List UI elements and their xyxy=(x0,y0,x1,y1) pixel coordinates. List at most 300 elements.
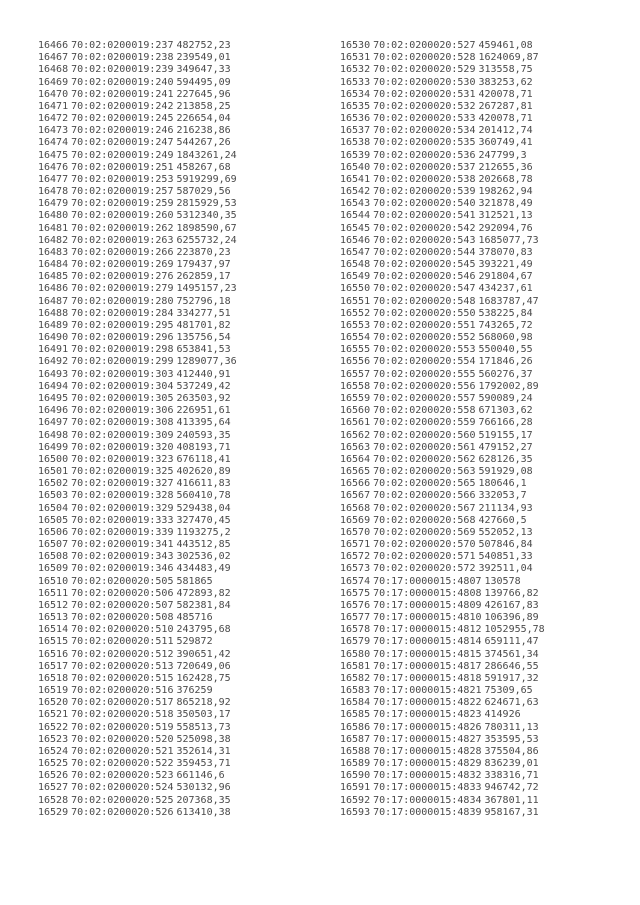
table-row xyxy=(340,795,545,807)
cadastral-number: 70:02:0200019:304 xyxy=(71,380,174,392)
cadastral-number: 70:02:0200019:241 xyxy=(71,88,174,100)
cadastral-value: 946742,72 xyxy=(484,782,539,794)
table-row xyxy=(38,430,237,442)
row-number: 16557 xyxy=(340,368,371,380)
cadastral-number: 70:02:0200019:296 xyxy=(71,332,174,344)
cadastral-value: 171846,26 xyxy=(478,356,533,368)
cadastral-number: 70:02:0200020:537 xyxy=(373,161,476,173)
cadastral-value: 262859,17 xyxy=(176,271,231,283)
cadastral-value: 286646,55 xyxy=(484,660,539,672)
row-number: 16545 xyxy=(340,222,371,234)
cadastral-number: 70:02:0200020:561 xyxy=(373,441,476,453)
cadastral-number: 70:02:0200019:346 xyxy=(71,563,174,575)
cadastral-number: 70:02:0200019:247 xyxy=(71,137,174,149)
cadastral-number: 70:02:0200020:516 xyxy=(71,685,174,697)
table-row xyxy=(340,296,545,308)
table-row xyxy=(38,186,237,198)
cadastral-number: 70:02:0200019:303 xyxy=(71,368,174,380)
table-row xyxy=(38,247,237,259)
cadastral-value: 1792002,89 xyxy=(478,380,539,392)
row-number: 16565 xyxy=(340,466,371,478)
table-row xyxy=(38,235,237,247)
row-number: 16534 xyxy=(340,88,371,100)
cadastral-value: 1052955,78 xyxy=(484,624,545,636)
cadastral-number: 70:02:0200020:536 xyxy=(373,149,476,161)
cadastral-value: 560276,37 xyxy=(478,368,533,380)
row-number: 16568 xyxy=(340,502,371,514)
cadastral-value: 459461,08 xyxy=(478,40,533,51)
row-number: 16484 xyxy=(38,259,69,271)
row-number: 16513 xyxy=(38,612,69,624)
cadastral-number: 70:02:0200020:510 xyxy=(71,624,174,636)
row-number: 16552 xyxy=(340,307,371,319)
table-row xyxy=(340,709,545,721)
row-number: 16473 xyxy=(38,125,69,137)
cadastral-number: 70:17:0000015:4826 xyxy=(373,721,482,733)
cadastral-value: 180646,1 xyxy=(478,478,527,490)
cadastral-number: 70:02:0200019:280 xyxy=(71,295,174,307)
row-number: 16555 xyxy=(340,344,371,356)
cadastral-value: 443512,85 xyxy=(176,539,231,551)
row-number: 16528 xyxy=(38,794,69,806)
table-row xyxy=(38,600,237,612)
cadastral-number: 70:02:0200019:323 xyxy=(71,453,174,465)
table-row xyxy=(38,125,237,137)
cadastral-number: 70:02:0200020:556 xyxy=(373,380,476,392)
cadastral-value: 720649,06 xyxy=(176,660,231,672)
cadastral-value: 434483,49 xyxy=(176,563,231,575)
row-number: 16585 xyxy=(340,709,371,721)
cadastral-value: 353595,53 xyxy=(484,733,539,745)
cadastral-value: 207368,35 xyxy=(176,794,231,806)
table-row xyxy=(38,332,237,344)
row-number: 16490 xyxy=(38,332,69,344)
table-row xyxy=(340,271,545,283)
row-number: 16510 xyxy=(38,575,69,587)
row-number: 16587 xyxy=(340,733,371,745)
row-number: 16569 xyxy=(340,514,371,526)
table-row xyxy=(340,381,545,393)
table-row xyxy=(38,527,237,539)
cadastral-value: 313558,75 xyxy=(478,64,533,76)
cadastral-value: 367801,11 xyxy=(484,794,539,806)
table-row xyxy=(38,198,237,210)
row-number: 16532 xyxy=(340,64,371,76)
row-number: 16564 xyxy=(340,453,371,465)
cadastral-value: 1685077,73 xyxy=(478,234,539,246)
cadastral-number: 70:02:0200020:505 xyxy=(71,575,174,587)
cadastral-value: 743265,72 xyxy=(478,319,533,331)
cadastral-number: 70:02:0200019:298 xyxy=(71,344,174,356)
cadastral-number: 70:02:0200019:242 xyxy=(71,100,174,112)
cadastral-value: 212655,36 xyxy=(478,161,533,173)
cadastral-value: 5919299,69 xyxy=(176,173,237,185)
row-number: 16561 xyxy=(340,417,371,429)
row-number: 16478 xyxy=(38,186,69,198)
table-row xyxy=(38,770,237,782)
table-row xyxy=(340,430,545,442)
row-number: 16503 xyxy=(38,490,69,502)
table-row xyxy=(340,247,545,259)
cadastral-number: 70:17:0000015:4810 xyxy=(373,612,482,624)
cadastral-value: 201412,74 xyxy=(478,125,533,137)
table-row xyxy=(38,722,237,734)
cadastral-value: 106396,89 xyxy=(484,612,539,624)
table-row xyxy=(38,77,237,89)
cadastral-value: 1683787,47 xyxy=(478,295,539,307)
cadastral-number: 70:02:0200020:572 xyxy=(373,563,476,575)
cadastral-number: 70:02:0200019:249 xyxy=(71,149,174,161)
row-number: 16589 xyxy=(340,758,371,770)
cadastral-number: 70:02:0200020:562 xyxy=(373,453,476,465)
row-number: 16576 xyxy=(340,599,371,611)
table-row xyxy=(340,77,545,89)
table-row xyxy=(340,782,545,794)
cadastral-value: 375504,86 xyxy=(484,745,539,757)
cadastral-value: 529872 xyxy=(176,636,213,648)
table-row xyxy=(38,490,237,502)
cadastral-value: 1898590,67 xyxy=(176,222,237,234)
row-number: 16505 xyxy=(38,514,69,526)
row-number: 16481 xyxy=(38,222,69,234)
cadastral-number: 70:17:0000015:4827 xyxy=(373,733,482,745)
table-row xyxy=(340,332,545,344)
table-row xyxy=(340,758,545,770)
cadastral-number: 70:02:0200020:523 xyxy=(71,770,174,782)
cadastral-value: 359453,71 xyxy=(176,758,231,770)
table-row xyxy=(38,296,237,308)
table-row xyxy=(340,673,545,685)
row-number: 16584 xyxy=(340,697,371,709)
cadastral-number: 70:02:0200020:528 xyxy=(373,52,476,64)
cadastral-value: 836239,01 xyxy=(484,758,539,770)
row-number: 16537 xyxy=(340,125,371,137)
cadastral-value: 312521,13 xyxy=(478,210,533,222)
cadastral-number: 70:17:0000015:4809 xyxy=(373,599,482,611)
cadastral-number: 70:02:0200020:506 xyxy=(71,587,174,599)
table-row xyxy=(340,685,545,697)
cadastral-number: 70:02:0200020:531 xyxy=(373,88,476,100)
cadastral-value: 427660,5 xyxy=(478,514,527,526)
table-row xyxy=(38,259,237,271)
row-number: 16572 xyxy=(340,551,371,563)
row-number: 16501 xyxy=(38,466,69,478)
table-row xyxy=(38,551,237,563)
row-number: 16563 xyxy=(340,441,371,453)
cadastral-value: 537249,42 xyxy=(176,380,231,392)
table-row xyxy=(340,259,545,271)
row-number: 16487 xyxy=(38,295,69,307)
table-row xyxy=(340,734,545,746)
table-row xyxy=(340,454,545,466)
table-row xyxy=(340,576,545,588)
cadastral-value: 408193,71 xyxy=(176,441,231,453)
cadastral-value: 591929,08 xyxy=(478,466,533,478)
table-row xyxy=(38,709,237,721)
row-number: 16527 xyxy=(38,782,69,794)
cadastral-value: 416611,83 xyxy=(176,478,231,490)
row-number: 16511 xyxy=(38,587,69,599)
cadastral-value: 1193275,2 xyxy=(176,526,231,538)
cadastral-value: 628126,35 xyxy=(478,453,533,465)
cadastral-number: 70:02:0200020:546 xyxy=(373,271,476,283)
table-row xyxy=(340,52,545,64)
cadastral-number: 70:02:0200020:522 xyxy=(71,758,174,770)
table-row xyxy=(38,210,237,222)
cadastral-number: 70:02:0200019:269 xyxy=(71,259,174,271)
cadastral-value: 581865 xyxy=(176,575,213,587)
cadastral-number: 70:17:0000015:4817 xyxy=(373,660,482,672)
table-row xyxy=(38,381,237,393)
row-number: 16508 xyxy=(38,551,69,563)
table-row xyxy=(38,89,237,101)
table-row xyxy=(340,490,545,502)
table-row xyxy=(340,320,545,332)
row-number: 16520 xyxy=(38,697,69,709)
table-row xyxy=(340,503,545,515)
table-row xyxy=(38,356,237,368)
row-number: 16538 xyxy=(340,137,371,149)
table-row xyxy=(340,661,545,673)
cadastral-value: 766166,28 xyxy=(478,417,533,429)
cadastral-number: 70:17:0000015:4828 xyxy=(373,745,482,757)
cadastral-number: 70:02:0200020:507 xyxy=(71,599,174,611)
cadastral-number: 70:02:0200019:238 xyxy=(71,52,174,64)
row-number: 16521 xyxy=(38,709,69,721)
cadastral-value: 243795,68 xyxy=(176,624,231,636)
cadastral-number: 70:02:0200019:253 xyxy=(71,173,174,185)
row-number: 16553 xyxy=(340,319,371,331)
table-row xyxy=(340,174,545,186)
row-number: 16502 xyxy=(38,478,69,490)
table-row xyxy=(38,113,237,125)
cadastral-number: 70:02:0200020:571 xyxy=(373,551,476,563)
table-row xyxy=(340,223,545,235)
cadastral-number: 70:02:0200019:245 xyxy=(71,113,174,125)
table-row xyxy=(340,539,545,551)
table-row xyxy=(38,64,237,76)
cadastral-value: 525098,38 xyxy=(176,733,231,745)
cadastral-value: 1843261,24 xyxy=(176,149,237,161)
table-row xyxy=(340,137,545,149)
row-number: 16516 xyxy=(38,648,69,660)
row-number: 16542 xyxy=(340,186,371,198)
cadastral-value: 292094,76 xyxy=(478,222,533,234)
cadastral-value: 378070,83 xyxy=(478,246,533,258)
cadastral-value: 374561,34 xyxy=(484,648,539,660)
cadastral-value: 653841,53 xyxy=(176,344,231,356)
cadastral-value: 426167,83 xyxy=(484,599,539,611)
cadastral-value: 402620,89 xyxy=(176,466,231,478)
row-number: 16492 xyxy=(38,356,69,368)
row-number: 16574 xyxy=(340,575,371,587)
table-row xyxy=(38,466,237,478)
row-number: 16518 xyxy=(38,672,69,684)
row-number: 16559 xyxy=(340,392,371,404)
row-number: 16482 xyxy=(38,234,69,246)
cadastral-value: 240593,35 xyxy=(176,429,231,441)
table-row xyxy=(340,563,545,575)
cadastral-value: 327470,45 xyxy=(176,514,231,526)
cadastral-number: 70:17:0000015:4808 xyxy=(373,587,482,599)
cadastral-number: 70:02:0200020:555 xyxy=(373,368,476,380)
cadastral-number: 70:17:0000015:4839 xyxy=(373,806,482,818)
cadastral-number: 70:02:0200020:558 xyxy=(373,405,476,417)
cadastral-number: 70:02:0200020:517 xyxy=(71,697,174,709)
row-number: 16570 xyxy=(340,526,371,538)
cadastral-number: 70:02:0200020:511 xyxy=(71,636,174,648)
cadastral-number: 70:17:0000015:4818 xyxy=(373,672,482,684)
table-row xyxy=(340,478,545,490)
table-row xyxy=(38,612,237,624)
row-number: 16529 xyxy=(38,806,69,818)
table-row xyxy=(38,393,237,405)
cadastral-value: 263503,92 xyxy=(176,392,231,404)
table-row xyxy=(340,588,545,600)
table-row xyxy=(340,807,545,819)
table-row xyxy=(340,466,545,478)
table-row xyxy=(38,478,237,490)
cadastral-number: 70:02:0200020:512 xyxy=(71,648,174,660)
cadastral-number: 70:02:0200020:566 xyxy=(373,490,476,502)
cadastral-value: 671303,62 xyxy=(478,405,533,417)
row-number: 16593 xyxy=(340,806,371,818)
table-row xyxy=(38,405,237,417)
table-row xyxy=(340,649,545,661)
row-number: 16586 xyxy=(340,721,371,733)
cadastral-number: 70:17:0000015:4822 xyxy=(373,697,482,709)
table-row xyxy=(340,636,545,648)
cadastral-number: 70:02:0200020:518 xyxy=(71,709,174,721)
cadastral-number: 70:17:0000015:4821 xyxy=(373,685,482,697)
row-number: 16588 xyxy=(340,745,371,757)
cadastral-value: 360749,41 xyxy=(478,137,533,149)
cadastral-number: 70:02:0200019:327 xyxy=(71,478,174,490)
table-row xyxy=(38,795,237,807)
row-number: 16522 xyxy=(38,721,69,733)
cadastral-number: 70:02:0200020:545 xyxy=(373,259,476,271)
table-row xyxy=(340,40,545,52)
row-number: 16507 xyxy=(38,539,69,551)
row-number: 16467 xyxy=(38,52,69,64)
table-row xyxy=(38,661,237,673)
cadastral-number: 70:02:0200020:567 xyxy=(373,502,476,514)
table-row xyxy=(340,283,545,295)
cadastral-number: 70:02:0200019:341 xyxy=(71,539,174,551)
cadastral-number: 70:02:0200020:530 xyxy=(373,76,476,88)
cadastral-value: 519155,17 xyxy=(478,429,533,441)
cadastral-value: 529438,04 xyxy=(176,502,231,514)
cadastral-number: 70:02:0200019:266 xyxy=(71,246,174,258)
table-row xyxy=(38,308,237,320)
table-row xyxy=(38,283,237,295)
row-number: 16523 xyxy=(38,733,69,745)
row-number: 16519 xyxy=(38,685,69,697)
row-number: 16524 xyxy=(38,745,69,757)
cadastral-value: 267287,81 xyxy=(478,100,533,112)
cadastral-value: 6255732,24 xyxy=(176,234,237,246)
row-number: 16575 xyxy=(340,587,371,599)
table-row xyxy=(340,369,545,381)
table-row xyxy=(340,89,545,101)
cadastral-number: 70:02:0200020:539 xyxy=(373,186,476,198)
cadastral-value: 420078,71 xyxy=(478,88,533,100)
row-number: 16466 xyxy=(38,40,69,51)
table-row xyxy=(340,101,545,113)
row-number: 16551 xyxy=(340,295,371,307)
cadastral-value: 213858,25 xyxy=(176,100,231,112)
row-number: 16488 xyxy=(38,307,69,319)
row-number: 16550 xyxy=(340,283,371,295)
table-row xyxy=(38,454,237,466)
cadastral-value: 1495157,23 xyxy=(176,283,237,295)
cadastral-number: 70:02:0200020:560 xyxy=(373,429,476,441)
cadastral-number: 70:02:0200020:525 xyxy=(71,794,174,806)
cadastral-value: 458267,68 xyxy=(176,161,231,173)
row-number: 16591 xyxy=(340,782,371,794)
table-row xyxy=(340,125,545,137)
cadastral-value: 550040,55 xyxy=(478,344,533,356)
table-row xyxy=(38,223,237,235)
cadastral-value: 507846,84 xyxy=(478,539,533,551)
cadastral-value: 538225,84 xyxy=(478,307,533,319)
row-number: 16509 xyxy=(38,563,69,575)
row-number: 16556 xyxy=(340,356,371,368)
table-row xyxy=(38,685,237,697)
cadastral-value: 752796,18 xyxy=(176,295,231,307)
table-row xyxy=(340,162,545,174)
row-number: 16474 xyxy=(38,137,69,149)
cadastral-value: 472893,82 xyxy=(176,587,231,599)
row-number: 16558 xyxy=(340,380,371,392)
cadastral-value: 412440,91 xyxy=(176,368,231,380)
cadastral-number: 70:02:0200019:260 xyxy=(71,210,174,222)
cadastral-number: 70:02:0200019:328 xyxy=(71,490,174,502)
cadastral-number: 70:02:0200020:554 xyxy=(373,356,476,368)
cadastral-value: 202668,78 xyxy=(478,173,533,185)
table-row xyxy=(38,673,237,685)
table-row xyxy=(38,576,237,588)
row-number: 16483 xyxy=(38,246,69,258)
row-number: 16479 xyxy=(38,198,69,210)
row-number: 16493 xyxy=(38,368,69,380)
cadastral-number: 70:02:0200019:262 xyxy=(71,222,174,234)
row-number: 16486 xyxy=(38,283,69,295)
cadastral-value: 582381,84 xyxy=(176,599,231,611)
cadastral-number: 70:02:0200020:524 xyxy=(71,782,174,794)
cadastral-value: 1289077,36 xyxy=(176,356,237,368)
cadastral-value: 613410,38 xyxy=(176,806,231,818)
right-column xyxy=(340,40,545,819)
row-number: 16535 xyxy=(340,100,371,112)
cadastral-value: 226654,04 xyxy=(176,113,231,125)
row-number: 16480 xyxy=(38,210,69,222)
cadastral-number: 70:02:0200020:538 xyxy=(373,173,476,185)
table-row xyxy=(340,600,545,612)
row-number: 16496 xyxy=(38,405,69,417)
cadastral-value: 482752,23 xyxy=(176,40,231,51)
cadastral-value: 75309,65 xyxy=(484,685,533,697)
row-number: 16515 xyxy=(38,636,69,648)
row-number: 16554 xyxy=(340,332,371,344)
cadastral-number: 70:02:0200020:527 xyxy=(373,40,476,51)
cadastral-number: 70:02:0200019:309 xyxy=(71,429,174,441)
cadastral-number: 70:02:0200020:526 xyxy=(71,806,174,818)
cadastral-number: 70:02:0200019:325 xyxy=(71,466,174,478)
table-row xyxy=(340,515,545,527)
cadastral-value: 216238,86 xyxy=(176,125,231,137)
cadastral-value: 587029,56 xyxy=(176,186,231,198)
